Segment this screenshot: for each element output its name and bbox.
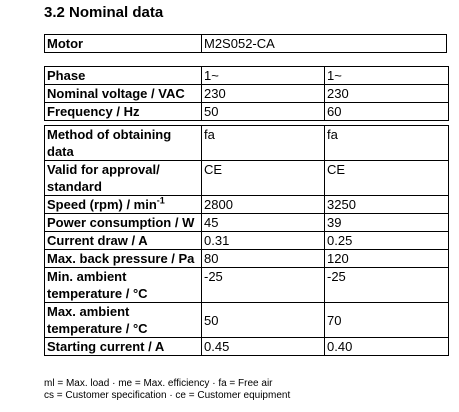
row-label-text: Frequency / Hz — [47, 104, 140, 119]
value-cell-60hz: 0.40 — [325, 338, 449, 356]
row-label — [45, 85, 202, 103]
nominal-data-table — [44, 66, 449, 356]
value-cell-60hz: 39 — [325, 214, 449, 232]
table-row — [45, 250, 449, 268]
motor-value: M2S052-CA — [202, 35, 447, 53]
footnotes — [44, 378, 290, 402]
table-row — [45, 67, 449, 85]
row-label — [45, 232, 202, 250]
row-label — [45, 126, 202, 161]
row-label-text: Power consumption / W — [47, 215, 195, 230]
row-label-text: Phase — [47, 68, 86, 83]
value-cell-60hz: CE — [325, 161, 449, 196]
row-label-line: temperature / °C — [47, 321, 148, 336]
value-cell-60hz: fa — [325, 126, 449, 161]
table-row — [45, 268, 449, 303]
value-cell-60hz: 1~ — [325, 67, 449, 85]
row-label-line: Valid for approval/ — [47, 162, 160, 177]
motor-row — [45, 35, 447, 53]
table-row — [45, 196, 449, 214]
footnote-line: ml = Max. load · me = Max. efficiency · fa = Free air — [44, 378, 273, 389]
row-label — [45, 161, 202, 196]
value-cell-60hz: -25 — [325, 268, 449, 303]
row-label — [45, 196, 202, 214]
row-label — [45, 303, 202, 338]
table-row — [45, 85, 449, 103]
row-label-line: standard — [47, 179, 102, 194]
value-cell-50hz: 50 — [202, 103, 325, 121]
value-cell-50hz: -25 — [202, 268, 325, 303]
row-label — [45, 214, 202, 232]
value-cell-50hz: 2800 — [202, 196, 325, 214]
table-row — [45, 214, 449, 232]
value-cell-50hz: 1~ — [202, 67, 325, 85]
value-cell-50hz: 0.31 — [202, 232, 325, 250]
row-label — [45, 268, 202, 303]
value-cell-60hz: 70 — [325, 303, 449, 338]
row-label-line: Min. ambient — [47, 269, 127, 284]
row-label — [45, 250, 202, 268]
value-cell-60hz: 230 — [325, 85, 449, 103]
value-cell-50hz: 45 — [202, 214, 325, 232]
value-cell-60hz: 0.25 — [325, 232, 449, 250]
value-cell-50hz: 80 — [202, 250, 325, 268]
table-row — [45, 338, 449, 356]
row-label-text: Nominal voltage / VAC — [47, 86, 185, 101]
value-cell-50hz: 0.45 — [202, 338, 325, 356]
row-label-text: Speed (rpm) / min — [47, 197, 157, 212]
row-label — [45, 103, 202, 121]
row-label-line: temperature / °C — [47, 286, 148, 301]
table-row — [45, 303, 449, 338]
row-label-line: Method of obtaining — [47, 127, 172, 142]
row-label-text: Starting current / A — [47, 339, 165, 354]
row-label-text: Current draw / A — [47, 233, 148, 248]
row-label-line: Max. ambient — [47, 304, 130, 319]
value-cell-50hz: CE — [202, 161, 325, 196]
row-label-line: data — [47, 144, 74, 159]
motor-label: Motor — [45, 35, 202, 53]
section-title: 3.2 Nominal data — [44, 4, 164, 21]
value-cell-50hz: 230 — [202, 85, 325, 103]
value-cell-50hz: 50 — [202, 303, 325, 338]
value-cell-60hz: 60 — [325, 103, 449, 121]
table-row — [45, 103, 449, 121]
value-cell-60hz: 120 — [325, 250, 449, 268]
row-label — [45, 67, 202, 85]
value-cell-50hz: fa — [202, 126, 325, 161]
row-label — [45, 338, 202, 356]
footnote-line: cs = Customer specification · ce = Customer equipment — [44, 390, 291, 401]
table-row — [45, 161, 449, 196]
value-cell-60hz: 3250 — [325, 196, 449, 214]
row-label-superscript: -1 — [156, 195, 165, 206]
table-row — [45, 126, 449, 161]
row-label-text: Max. back pressure / Pa — [47, 251, 195, 266]
table-row — [45, 232, 449, 250]
motor-table — [44, 34, 447, 53]
